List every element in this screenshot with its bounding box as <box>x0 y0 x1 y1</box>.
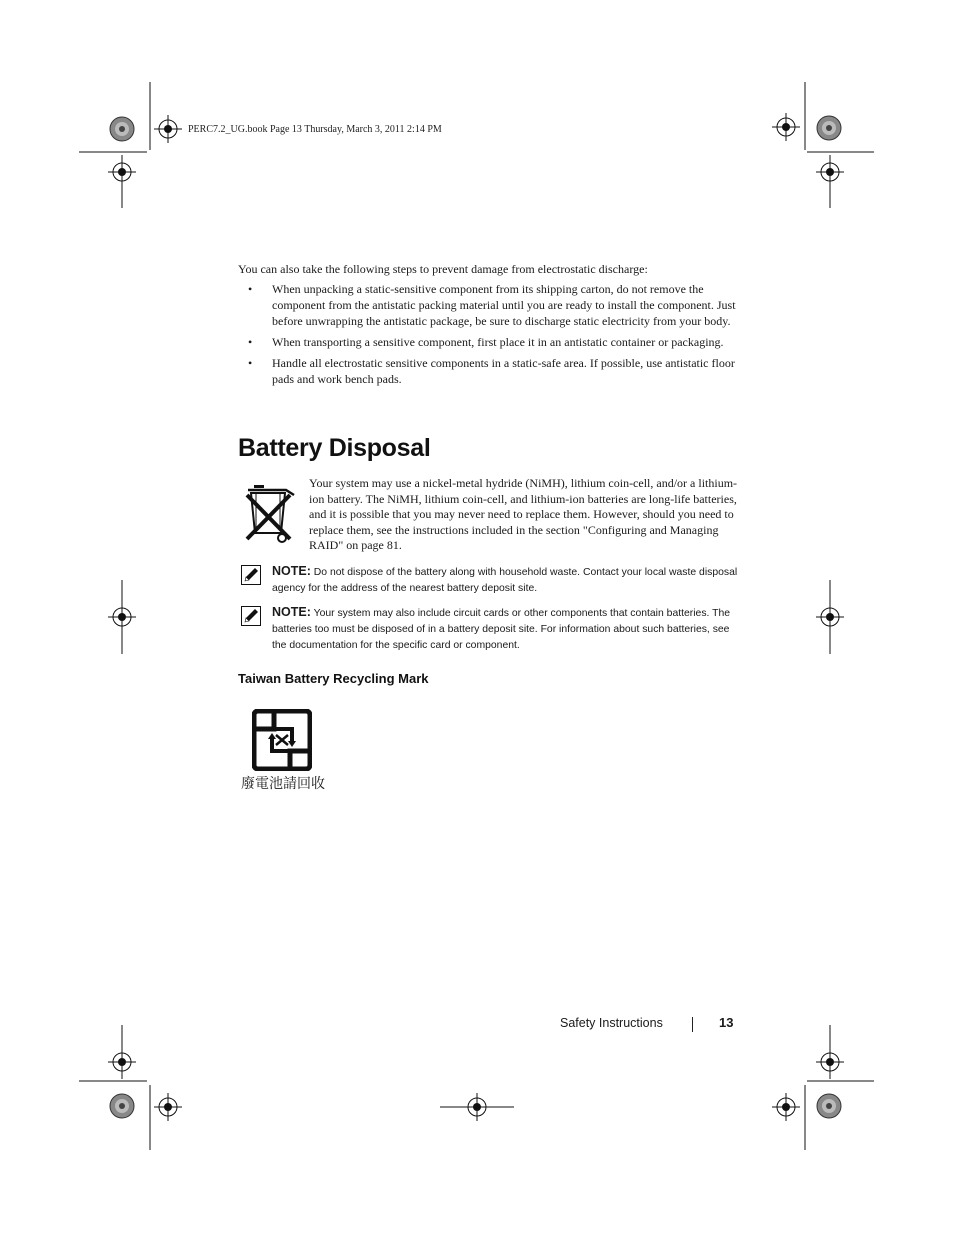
note-household-waste: NOTE: Do not dispose of the battery along with household waste. Contact your local waste disposal agency for the address of the nearest battery deposit site. <box>238 563 738 597</box>
color-bar-wheel-icon <box>817 116 841 140</box>
footer-divider <box>692 1017 693 1032</box>
section-title: Battery Disposal <box>238 434 431 462</box>
list-item: • When transporting a sensitive component, first place it in an antistatic container or packaging. <box>248 335 724 349</box>
note-pencil-icon <box>241 606 261 626</box>
note-pencil-icon <box>241 565 261 585</box>
page-number: 13 <box>719 1015 734 1030</box>
registration-mark-icon <box>772 1093 800 1121</box>
esd-bullet-list <box>238 281 748 392</box>
intro-paragraph: You can also take the following steps to prevent damage from electrostatic discharge: <box>238 262 648 276</box>
crossed-out-wheelie-bin-icon <box>242 481 296 545</box>
note-circuit-card-batteries: NOTE: Your system may also include circuit cards or other components that contain batteries. The batteries too must be disposed of in a battery deposit site. For information about such batteries, see the documentation for the specific card or component. <box>238 604 738 654</box>
slug-line: PERC7.2_UG.book Page 13 Thursday, March 3, 2011 2:14 PM <box>188 124 442 135</box>
color-bar-wheel-icon <box>817 1094 841 1118</box>
list-item: • When unpacking a static-sensitive component from its shipping carton, do not remove the component from the antistatic packing material until you are ready to install the component. Just before unwrapping the antistatic package, be sure to discharge static electricity from your body. <box>248 282 736 328</box>
registration-mark-icon <box>772 113 800 141</box>
list-item: • Handle all electrostatic sensitive components in a static-safe area. If possible, use antistatic floor pads and work bench pads. <box>248 356 735 386</box>
battery-paragraph: Your system may use a nickel-metal hydride (NiMH), lithium coin-cell, and/or a lithium-ion battery. The NiMH, lithium coin-cell, and lithium-ion batteries are long-life batteries, and it is possible that you may never need to replace them. However, should you need to replace them, see the instructions included in the section "Configuring and Managing RAID" on page 81. <box>309 476 738 553</box>
registration-mark-icon <box>154 1093 182 1121</box>
color-bar-wheel-icon <box>110 1094 134 1118</box>
subsection-title: Taiwan Battery Recycling Mark <box>238 671 429 686</box>
recycling-caption: 廢電池請回收 <box>241 776 325 792</box>
color-bar-wheel-icon <box>110 117 134 141</box>
taiwan-recycling-mark-icon <box>252 709 312 771</box>
footer-section-title: Safety Instructions <box>560 1016 663 1030</box>
registration-mark-icon <box>154 115 182 143</box>
